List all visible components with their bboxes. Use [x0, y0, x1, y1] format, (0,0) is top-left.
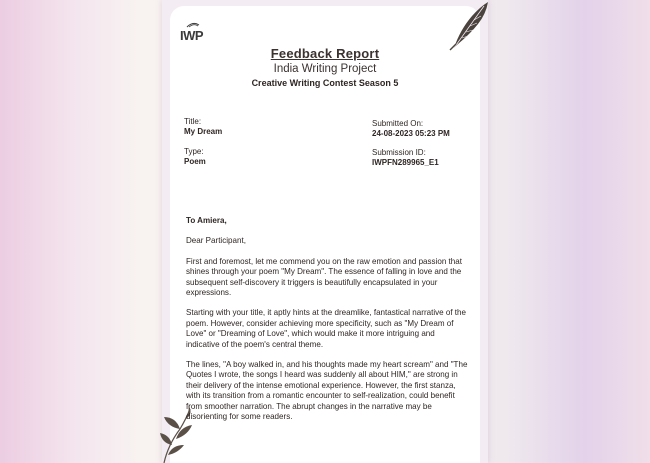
- feedback-letter: [186, 216, 468, 433]
- type-label: Type:: [184, 147, 204, 156]
- title-block: [184, 117, 222, 137]
- submission-id-block: [372, 148, 439, 168]
- feedback-paragraph: The lines, "A boy walked in, and his thoughts made my heart scream" and "The Quotes I wrote, the songs I heard was suddenly all about HIM," are strong in their delivery of the intense emotional experience. However, the first stanza, with its transition from a romantic encounter to self-realization, could benefit from smoother narration. The abrupt changes in the narrative may be disorienting for some readers.: [186, 360, 468, 422]
- title-value: My Dream: [184, 127, 223, 136]
- feedback-paragraph: First and foremost, let me commend you on the raw emotion and passion that shines through your poem "My Dream". The essence of falling in love and the subsequent self-discovery it triggers is beautifully encapsulated in your expressions.: [186, 256, 462, 298]
- recipient-line: To Amiera,: [186, 216, 227, 225]
- salutation: Dear Participant,: [186, 236, 246, 246]
- contest-name: Creative Writing Contest Season 5: [251, 78, 399, 88]
- type-block: [184, 147, 206, 167]
- logo-text: IWP: [180, 28, 204, 43]
- report-title: Feedback Report: [270, 46, 380, 61]
- submitted-block: [372, 119, 450, 139]
- feedback-paragraph: Starting with your title, it aptly hints at the dreamlike, fantastical narrative of the poem. However, consider achieving more specificity, such as "My Dream of Love" or "Dreaming of Love", which would make it more intriguing and indicative of the poem's central theme.: [186, 308, 466, 349]
- type-value: Poem: [184, 157, 206, 166]
- organization-name: India Writing Project: [273, 63, 377, 75]
- submission-id-label: Submission ID:: [372, 148, 426, 157]
- submission-id-value: IWPFN289965_E1: [372, 158, 439, 167]
- submitted-label: Submitted On:: [372, 119, 424, 128]
- iwp-logo-icon: [180, 22, 212, 44]
- title-label: Title:: [184, 117, 202, 126]
- submitted-value: 24-08-2023 05:23 PM: [372, 129, 450, 138]
- feather-quill-icon: [448, 0, 490, 52]
- report-header: [162, 46, 488, 88]
